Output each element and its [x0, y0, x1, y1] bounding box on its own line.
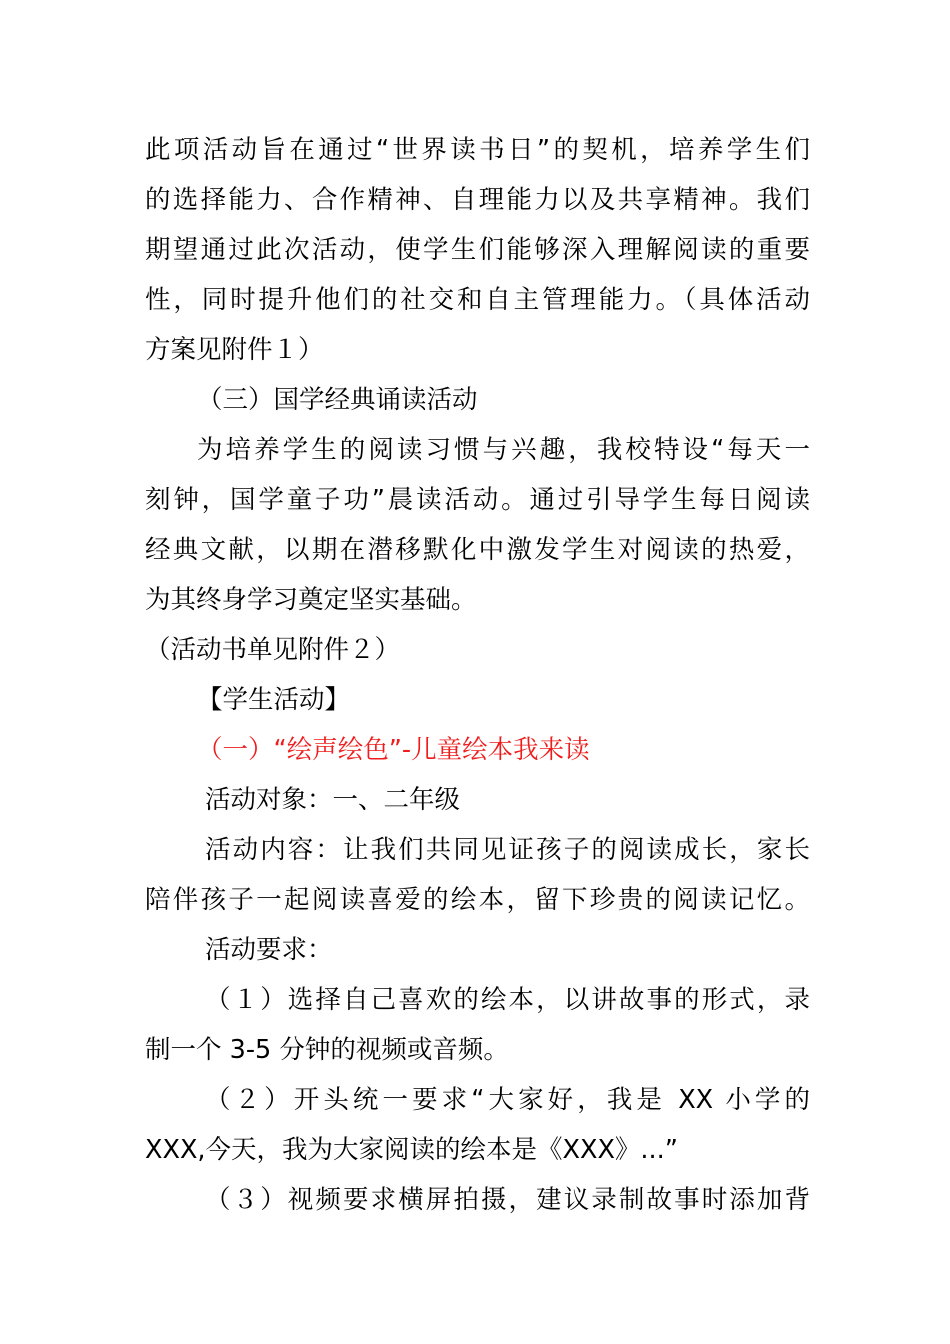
section-heading: （三）国学经典诵读活动 [197, 385, 478, 415]
section-heading: 【学生活动】 [197, 685, 351, 715]
paragraph-line: （１）选择自己喜欢的绘本，以讲故事的形式，录 [205, 985, 810, 1015]
paragraph-line: XXX,今天，我为大家阅读的绘本是《XXX》...” [145, 1135, 678, 1165]
paragraph-line: （２）开头统一要求“大家好，我是 XX 小学的 [205, 1085, 810, 1115]
paragraph-line: 为其终身学习奠定坚实基础。 [145, 585, 477, 615]
paragraph-line: 陪伴孩子一起阅读喜爱的绘本，留下珍贵的阅读记忆。 [145, 885, 810, 915]
paragraph-line: 制一个 3-5 分钟的视频或音频。 [145, 1035, 509, 1065]
paragraph-line: 经典文献，以期在潜移默化中激发学生对阅读的热爱， [145, 535, 810, 565]
paragraph-line: 此项活动旨在通过“世界读书日”的契机，培养学生们 [145, 135, 810, 165]
paragraph-line: 为培养学生的阅读习惯与兴趣，我校特设“每天一 [197, 435, 810, 465]
paragraph-line: 期望通过此次活动，使学生们能够深入理解阅读的重要 [145, 235, 810, 265]
activity-title: （一）“绘声绘色”-儿童绘本我来读 [197, 735, 590, 765]
paragraph-line: 的选择能力、合作精神、自理能力以及共享精神。我们 [145, 185, 810, 215]
paragraph-line: 方案见附件１） [145, 335, 324, 365]
paragraph-line: 活动要求： [205, 935, 333, 965]
paragraph-line: （３）视频要求横屏拍摄，建议录制故事时添加背 [205, 1185, 810, 1215]
paragraph-line: 刻钟，国学童子功”晨读活动。通过引导学生每日阅读 [145, 485, 810, 515]
paragraph-line: 活动内容：让我们共同见证孩子的阅读成长，家长 [205, 835, 810, 865]
paragraph-line: （活动书单见附件２） [145, 635, 401, 665]
paragraph-line: 活动对象：一、二年级 [205, 785, 461, 815]
paragraph-line: 性，同时提升他们的社交和自主管理能力。（具体活动 [145, 285, 810, 315]
